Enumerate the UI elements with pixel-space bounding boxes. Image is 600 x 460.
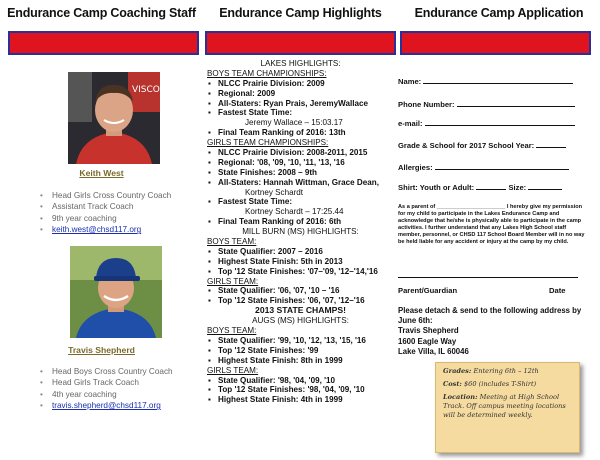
accent-bar <box>8 31 199 55</box>
line-text-rest: TEAM: <box>231 276 259 286</box>
highlights-subheading <box>203 227 398 237</box>
allergies-field[interactable] <box>435 162 569 170</box>
list-item <box>203 128 398 138</box>
location-label: Location: <box>443 393 478 401</box>
line-text: Final Team Ranking of 2016: 13th <box>218 128 346 138</box>
list-item-detail <box>203 188 398 198</box>
line-text-rest: TEAM CHAMPIONSHIPS: <box>229 68 327 78</box>
state-champs-banner <box>203 306 398 316</box>
list-item <box>203 108 398 118</box>
keith-west-email-link[interactable]: • keith.west@chsd117.org <box>40 224 203 235</box>
address-line: 1600 Eagle Way <box>398 336 457 346</box>
line-text: Kortney Schardt – 17:25.44 <box>245 207 344 217</box>
team-section-label <box>203 366 398 376</box>
list-item: • Head Boys Cross Country Coach <box>40 366 203 377</box>
travis-shepherd-email-link[interactable]: • travis.shepherd@chsd117.org <box>40 400 203 411</box>
allergies-label: Allergies: <box>398 163 433 172</box>
coaching-staff-column <box>0 0 203 460</box>
email-field[interactable] <box>425 118 575 126</box>
cost-label: Cost: <box>443 380 462 388</box>
line-text: Top '12 State Finishes: '99 <box>218 345 319 355</box>
line-text: GIRLS <box>207 276 232 286</box>
accent-bar <box>400 31 591 55</box>
highlights-column <box>203 0 398 460</box>
list-item: • Head Girls Track Coach <box>40 377 203 388</box>
line-text: AUGS (MS) HIGHLIGHTS: <box>252 316 349 326</box>
line-text: NLCC Prairie Division: 2009 <box>218 78 325 88</box>
line-text-rest: TEAM CHAMPIONSHIPS: <box>231 138 329 148</box>
accent-bar <box>205 31 396 55</box>
list-item <box>203 376 398 386</box>
list-item <box>203 178 398 188</box>
line-text: Fastest State Time: <box>218 197 293 207</box>
team-section-label <box>203 277 398 287</box>
line-text: Top '12 State Finishes: '98, '04, '09, '10 <box>218 385 365 395</box>
permission-statement: As a parent of ______________________ I hereby give my permission for my child to participate in the Lakes Endurance Camp and acknowledge that he/she is physically able to participate in the camp activities. I further understand that any Lakes High School staff member, personnel, or CHSD 117 School Board Member will in no way be held liable for any accident or injury at the camp by my child. <box>398 204 585 246</box>
name-label: Name: <box>398 77 422 86</box>
line-text: BOYS <box>207 237 230 247</box>
team-section-label <box>203 326 398 336</box>
line-text: State Finishes: 2008 – 9th <box>218 167 317 177</box>
keith-west-details <box>40 190 203 236</box>
guardian-label: Parent/Guardian <box>398 286 458 295</box>
line-text: Highest State Finish: 4th in 1999 <box>218 395 343 405</box>
line-text: MILL BURN (MS) HIGHLIGHTS: <box>242 227 359 237</box>
highlights-list <box>203 59 398 405</box>
team-section-label <box>203 69 398 79</box>
travis-shepherd-photo <box>70 246 162 338</box>
keith-west-photo <box>68 72 160 164</box>
list-item <box>203 356 398 366</box>
name-field[interactable] <box>423 76 573 84</box>
mailing-instructions <box>398 306 588 357</box>
guardian-signature-line[interactable] <box>398 277 578 278</box>
list-item <box>203 247 398 257</box>
application-column <box>398 0 600 460</box>
address-line: Travis Shepherd <box>398 326 459 336</box>
list-item <box>203 346 398 356</box>
list-item: • 4th year coaching <box>40 389 203 400</box>
date-label: Date <box>549 286 566 295</box>
grades-label: Grades: <box>443 367 472 375</box>
list-item <box>203 286 398 296</box>
line-text: LAKES HIGHLIGHTS: <box>260 59 341 68</box>
line-text: Final Team Ranking of 2016: 6th <box>218 217 342 227</box>
line-text: Regional: '08, '09, '10, '11, '13, '16 <box>218 157 345 167</box>
highlights-subheading <box>203 59 398 69</box>
line-text: Top '12 State Finishes: '06, '07, '12–'16 <box>218 296 365 306</box>
line-text: All-Staters: Ryan Prais, JeremyWallace <box>218 98 368 108</box>
list-item <box>203 385 398 395</box>
line-text: Jeremy Wallace – 15:03.17 <box>245 118 343 128</box>
line-text: Highest State Finish: 5th in 2013 <box>218 256 343 266</box>
list-item <box>203 158 398 168</box>
line-text: All-Staters: Hannah Wittman, Grace Dean, <box>218 177 379 187</box>
team-section-label <box>203 138 398 148</box>
list-item <box>203 148 398 158</box>
line-text: BOYS <box>207 68 230 78</box>
line-text: 2013 STATE CHAMPS! <box>255 305 346 316</box>
grades-value: Entering 6th – 12th <box>473 367 539 375</box>
shirt-label: Shirt: Youth or Adult: <box>398 183 475 192</box>
address-line: Lake Villa, IL 60046 <box>398 346 469 356</box>
list-item: • Assistant Track Coach <box>40 201 203 212</box>
line-text: Top '12 State Finishes: '07–'09, '12–'14,'16 <box>218 266 378 276</box>
phone-field[interactable] <box>457 99 575 107</box>
list-item <box>203 168 398 178</box>
line-text: Fastest State Time: <box>218 108 293 118</box>
line-text: BOYS <box>207 326 230 336</box>
line-text: GIRLS <box>207 365 232 375</box>
grade-label: Grade & School for 2017 School Year: <box>398 141 535 150</box>
highlights-heading: Endurance Camp Highlights <box>219 6 382 20</box>
list-item <box>203 336 398 346</box>
shirt-type-field[interactable] <box>476 182 506 190</box>
camp-info-box <box>435 362 580 453</box>
list-item <box>203 267 398 277</box>
coaching-staff-heading: Endurance Camp Coaching Staff <box>7 6 196 20</box>
phone-label: Phone Number: <box>398 100 455 109</box>
line-text-rest: TEAM: <box>231 365 259 375</box>
travis-shepherd-details <box>40 366 203 412</box>
cost-value: $60 (includes T-Shirt) <box>463 380 537 388</box>
application-heading: Endurance Camp Application <box>414 6 584 20</box>
line-text: Kortney Schardt <box>245 187 304 197</box>
line-text-rest: TEAM: <box>229 326 257 336</box>
line-text: NLCC Prairie Division: 2008-2011, 2015 <box>218 148 368 158</box>
line-text: State Qualifier: '99, '10, '12, '13, '15, '16 <box>218 335 366 345</box>
travis-shepherd-name[interactable]: Travis Shepherd <box>68 345 135 355</box>
line-text-rest: TEAM: <box>229 237 257 247</box>
line-text: State Qualifier: 2007 – 2016 <box>218 246 323 256</box>
keith-west-name[interactable]: Keith West <box>79 168 124 178</box>
shirt-size-field[interactable] <box>528 182 562 190</box>
list-item: • 9th year coaching <box>40 213 203 224</box>
team-section-label <box>203 237 398 247</box>
list-item: • Head Girls Cross Country Coach <box>40 190 203 201</box>
location-value: Meeting at High School Track. Off campus meeting locations will be determined weekly. <box>443 393 566 419</box>
list-item <box>203 197 398 207</box>
list-item <box>203 79 398 89</box>
line-text: State Qualifier: '06, '07, '10 – '16 <box>218 286 340 296</box>
list-item <box>203 395 398 405</box>
list-item <box>203 257 398 267</box>
size-label: Size: <box>508 183 527 192</box>
svg-text:VISCO: VISCO <box>132 85 160 95</box>
email-label: e-mail: <box>398 119 423 128</box>
list-item <box>203 217 398 227</box>
line-text: State Qualifier: '98, '04, '09, '10 <box>218 375 336 385</box>
highlights-subheading <box>203 316 398 326</box>
detach-instruction: Please detach & send to the following address by June 6th: <box>398 306 582 326</box>
line-text: Regional: 2009 <box>218 88 276 98</box>
list-item-detail <box>203 207 398 217</box>
line-text: Highest State Finish: 8th in 1999 <box>218 355 343 365</box>
list-item <box>203 99 398 109</box>
line-text: GIRLS <box>207 138 232 148</box>
grade-field[interactable] <box>536 140 566 148</box>
list-item <box>203 89 398 99</box>
list-item-detail <box>203 118 398 128</box>
